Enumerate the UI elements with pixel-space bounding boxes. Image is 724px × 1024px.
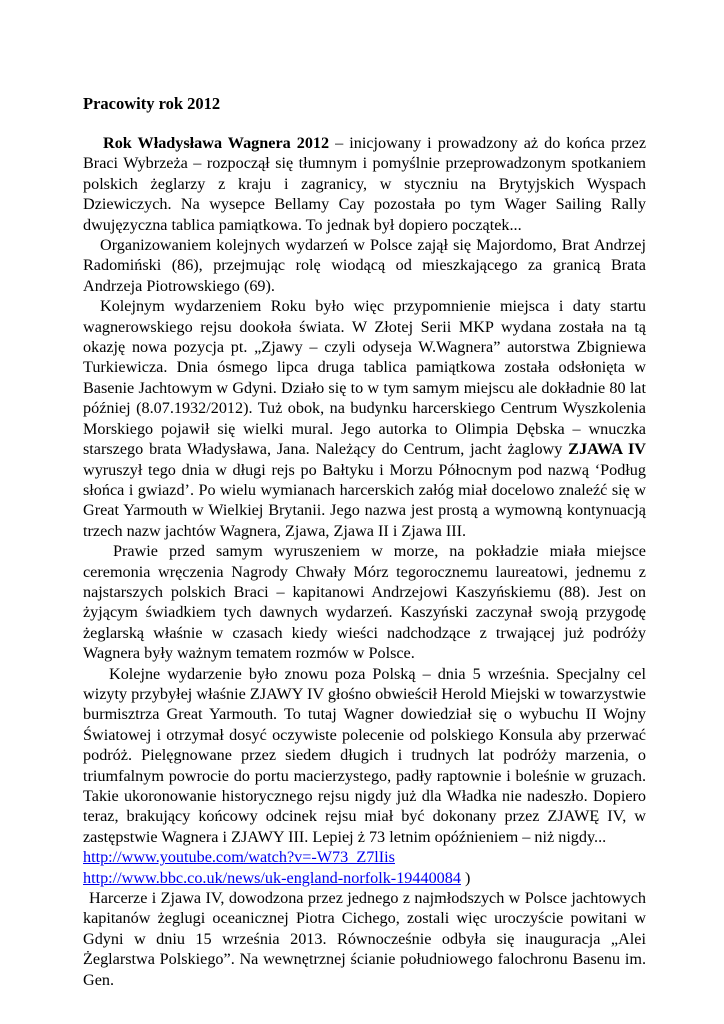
youtube-link[interactable]: http://www.youtube.com/watch?v=-W73_Z7lIis bbox=[83, 848, 395, 867]
paragraph-majordomo: Organizowaniem kolejnych wydarzeń w Polsce zajął się Majordomo, Brat Andrzej Radomiński (86), przejmując rolę wiodącą od mieszkającego za granicą Brata Andrzeja Piotrowskiego (69). bbox=[83, 236, 646, 295]
document-body bbox=[83, 133, 646, 990]
paragraph-harcerze: Harcerze i Zjawa IV, dowodzona przez jednego z najmłodszych w Polsce jachtowych kapitanów żeglugi oceanicznej Piotra Cichego, zostali więc uroczyście powitani w Gdyni w dniu 15 września 2013. Równocześnie odbyła się inauguracja „Alei Żeglarstwa Polskiego”. Na wewnętrznej ścianie południowego falochronu Basenu im. Gen. bbox=[83, 889, 646, 989]
bold-phrase-wagner-year: Rok Władysława Wagnera 2012 bbox=[103, 134, 330, 152]
paragraph-text: Kolejnym wydarzeniem Roku było więc przypomnienie miejsca i daty startu wagnerowskiego rejsu dookoła świata. W Złotej Serii MKP wydana została na tą okazję nowa pozycja pt. „Zjawy – czyli odyseja W.Wagnera” autorstwa Zbigniewa Turkiewicza. Dnia ósmego lipca druga tablica pamiątkowa została odsłonięta w Basenie Jachtowym w Gdyni. Działo się to w tym samym miejscu ale dokładnie 80 lat później (8.07.1932/2012). Tuż obok, na budynku harcerskiego Centrum Wyszkolenia Morskiego pojawił się wielki mural. Jego autorka to Olimpia Dębska – wnuczka starszego brata Władysława, Jana. Należący do Centrum, jacht żaglowy bbox=[83, 297, 646, 459]
paragraph-wagner-year bbox=[83, 133, 646, 235]
paragraph-great-yarmouth: Kolejne wydarzenie było znowu poza Polską – dnia 5 września. Specjalny cel wizyty przybyłej właśnie ZJAWY IV głośno obwieścił Herold Miejski w towarzystwie burmisztrza Great Yarmouth. To tutaj Wagner dowiedział się o wybuchu II Wojny Światowej i otrzymał dosyć oczywiste polecenie od polskiego Konsula aby przerwać podróż. Pielęgnowane przez siedem długich i trudnych lat podróży marzenia, o triumfalnym powrocie do portu macierzystego, padły raptownie i boleśnie w gruzach. Takie ukoronowanie historycznego rejsu nigdy już dla Władka nie nadeszło. Dopiero teraz, brakujący końcowy odcinek rejsu miał być dokonany przez ZJAWĘ IV, w zastępstwie Wagnera i ZJAWY III. Lepiej ż 73 letnim opóźnieniem – niż nigdy... bbox=[83, 664, 646, 846]
paragraph-start-anniversary bbox=[83, 296, 646, 541]
bbc-link-line bbox=[83, 868, 646, 888]
bbc-link[interactable]: http://www.bbc.co.uk/news/uk-england-norfolk-19440084 bbox=[83, 868, 461, 887]
paragraph-text: – inicjowany i prowadzony aż do końca przez Braci Wybrzeża – rozpoczął się tłumnym i pomyślnie przeprowadzonym spotkaniem polskich żeglarzy z kraju i zagranicy, w styczniu na Brytyjskich Wyspach Dziewiczych. Na wysepce Bellamy Cay pozostała po tym Wager Sailing Rally dwujęzyczna tablica pamiątkowa. To jednak był dopiero początek... bbox=[83, 134, 647, 234]
bold-yacht-name: ZJAWA IV bbox=[568, 440, 646, 459]
paragraph-ceremony: Prawie przed samym wyruszeniem w morze, na pokładzie miała miejsce ceremonia wręczenia Nagrody Chwały Mórz tegorocznemu laureatowi, jednemu z najstarszych polskich Braci – kapitanowi Andrzejowi Kaszyńskiemu (88). Jest on żyjącym świadkiem tych dawnych wydarzeń. Kaszyński zaczynał swoją przygodę żeglarską właśnie w czasach kiedy wieści nadchodzące z trwającej już podróży Wagnera były ważnym tematem rozmów w Polsce. bbox=[83, 542, 646, 663]
document-title: Pracowity rok 2012 bbox=[83, 94, 221, 113]
paragraph-text: wyruszył tego dnia w długi rejs po Bałtyku i Morzu Północnym pod nazwą ‘Podług słońca i gwiazd’. Po wielu wymianach harcerskich załóg miał docelowo znaleźć się w Great Yarmouth w Wielkiej Brytanii. Jego nazwa jest prostą a wymowną kontynuacją trzech nazw jachtów Wagnera, Zjawa, Zjawa II i Zjawa III. bbox=[83, 460, 646, 540]
link-suffix: ) bbox=[460, 868, 471, 887]
